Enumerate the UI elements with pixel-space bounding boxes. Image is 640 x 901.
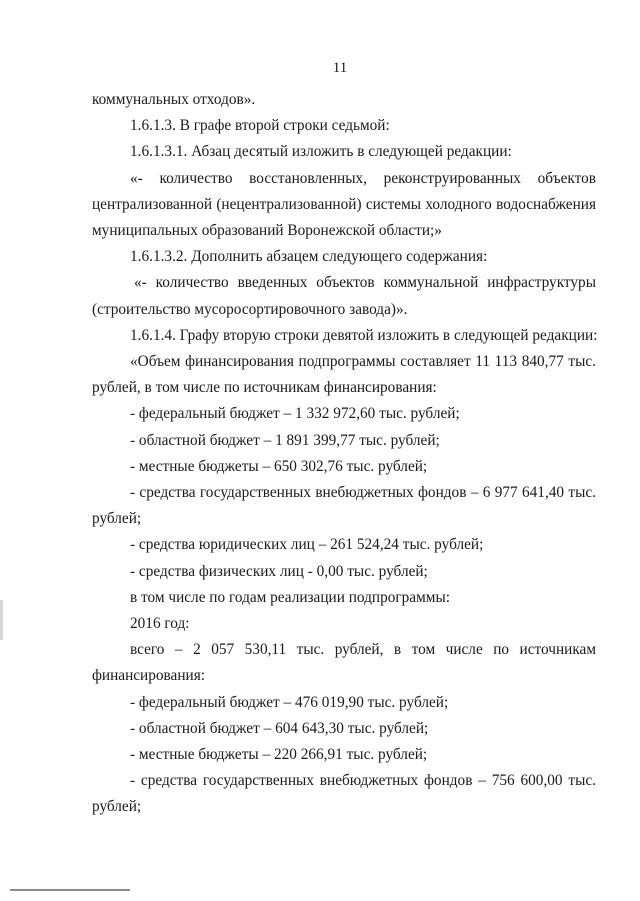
text-line: рублей; bbox=[92, 798, 142, 816]
paragraph bbox=[92, 323, 596, 349]
paragraph bbox=[92, 244, 596, 270]
page-number: 11 bbox=[332, 60, 348, 76]
scan-edge-shadow bbox=[0, 600, 3, 640]
paragraph bbox=[92, 480, 596, 532]
paragraph bbox=[92, 611, 596, 637]
text-line: в том числе по годам реализации подпрограммы: bbox=[130, 588, 450, 606]
text-line: - средства юридических лиц – 261 524,24 тыс. рублей; bbox=[130, 536, 484, 554]
text-line: коммунальных отходов». bbox=[92, 91, 256, 108]
paragraph bbox=[92, 270, 596, 322]
paragraph bbox=[92, 768, 596, 820]
text-line: - местные бюджеты – 220 266,91 тыс. рублей; bbox=[130, 746, 428, 764]
text-line: 2016 год: bbox=[130, 615, 190, 633]
paragraph bbox=[92, 139, 596, 165]
paragraph bbox=[92, 454, 596, 480]
text-line: всего – 2 057 530,11 тыс. рублей, в том числе по источникам bbox=[130, 641, 596, 659]
text-line: - средства государственных внебюджетных фондов – 756 600,00 тыс. bbox=[130, 772, 596, 790]
text-line: «- количество введенных объектов коммунальной инфраструктуры bbox=[134, 274, 596, 292]
text-line: 1.6.1.3.1. Абзац десятый изложить в следующей редакции: bbox=[130, 143, 512, 161]
text-line: - федеральный бюджет – 1 332 972,60 тыс. рублей; bbox=[130, 405, 460, 423]
scan-edge-line bbox=[10, 889, 130, 891]
text-line: «- количество восстановленных, реконструированных объектов bbox=[130, 169, 596, 187]
paragraph bbox=[92, 690, 596, 716]
paragraph bbox=[92, 585, 596, 611]
paragraph bbox=[92, 532, 596, 558]
paragraph bbox=[92, 428, 596, 454]
text-line: (строительство мусоросортировочного завода)». bbox=[92, 300, 408, 318]
paragraph bbox=[92, 166, 596, 245]
text-line: «Объем финансирования подпрограммы составляет 11 113 840,77 тыс. bbox=[130, 353, 596, 371]
text-line: финансирования: bbox=[92, 667, 206, 685]
text-line: централизованной (нецентрализованной) системы холодного водоснабжения bbox=[92, 195, 596, 213]
text-line: - средства государственных внебюджетных фондов – 6 977 641,40 тыс. bbox=[130, 484, 596, 502]
paragraph bbox=[92, 559, 596, 585]
paragraph bbox=[92, 113, 596, 139]
text-line: муниципальных образований Воронежской области;» bbox=[92, 222, 442, 240]
text-line: - областной бюджет – 1 891 399,77 тыс. рублей; bbox=[130, 431, 440, 449]
paragraph bbox=[92, 401, 596, 427]
paragraph bbox=[92, 637, 596, 689]
text-line: - федеральный бюджет – 476 019,90 тыс. рублей; bbox=[130, 693, 449, 711]
text-line: 1.6.1.4. Графу вторую строки девятой изложить в следующей редакции: bbox=[130, 326, 598, 344]
paragraph bbox=[92, 742, 596, 768]
text-line: 1.6.1.3.2. Дополнить абзацем следующего содержания: bbox=[130, 248, 488, 266]
paragraph bbox=[92, 716, 596, 742]
document-body bbox=[92, 87, 596, 821]
paragraph bbox=[92, 349, 596, 401]
text-line: рублей; bbox=[92, 510, 142, 528]
text-line: - местные бюджеты – 650 302,76 тыс. рублей; bbox=[130, 457, 428, 475]
text-line: рублей, в том числе по источникам финансирования: bbox=[92, 379, 437, 397]
text-line: - средства физических лиц - 0,00 тыс. рублей; bbox=[130, 562, 428, 580]
paragraph bbox=[92, 87, 596, 113]
text-line: - областной бюджет – 604 643,30 тыс. рублей; bbox=[130, 719, 429, 737]
text-line: 1.6.1.3. В графе второй строки седьмой: bbox=[130, 117, 390, 135]
